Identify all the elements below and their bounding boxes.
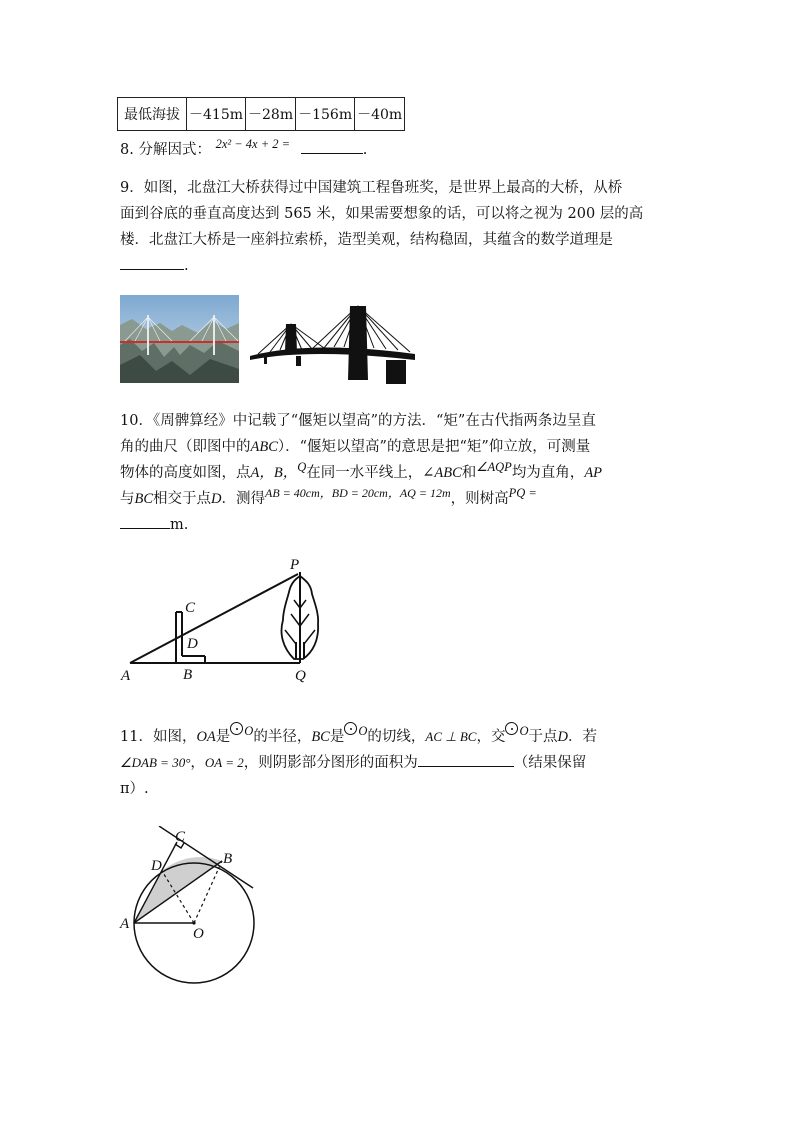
q10-math: ABC xyxy=(434,465,462,481)
q8-number: 8. xyxy=(120,142,134,158)
q10-math: BC xyxy=(134,491,154,507)
answer-blank xyxy=(418,752,514,767)
label-d: D xyxy=(151,858,162,874)
q11-math: ∠DAB = 30° xyxy=(120,755,191,770)
q10-math: ABC xyxy=(250,439,278,455)
label-c: C xyxy=(185,600,196,616)
q11-text: ，则阴影部分图形的面积为 xyxy=(243,755,418,771)
answer-blank xyxy=(120,514,170,529)
q9-line: 楼．北盘江大桥是一座斜拉索桥，造型美观，结构稳固，其蕴含的数学道理是 xyxy=(120,232,613,248)
q10-line: 10．《周髀算经》中记载了“偃矩以望高”的方法．“矩”在古代指两条边呈直 xyxy=(120,413,596,429)
q11-math: AC ⊥ BC xyxy=(425,729,477,744)
q10-text: 在同一水平线上，∠ xyxy=(306,465,435,481)
q10-text: ）．“偃矩以望高”的意思是把“矩”仰立放，可测量 xyxy=(277,439,591,455)
q10-text: 角的曲尺（即图中的 xyxy=(120,439,251,455)
label-a: A xyxy=(121,668,131,684)
table-cell: －28m xyxy=(246,98,296,131)
q11-text: 的半径， xyxy=(253,729,312,745)
question-10 xyxy=(120,408,680,538)
q8-expression: 2x² − 4x + 2 = xyxy=(215,137,291,151)
q10-math: ∠AQP xyxy=(476,460,512,474)
label-p: P xyxy=(290,557,300,573)
q10-text: 和 xyxy=(461,465,477,481)
q11-math: O xyxy=(244,724,254,738)
circle-dot-icon xyxy=(344,722,357,735)
q11-text: 的切线， xyxy=(367,729,426,745)
q10-text: 均为直角， xyxy=(511,465,585,481)
q10-text: m. xyxy=(170,517,189,533)
table-row xyxy=(118,98,405,131)
q10-text: 物体的高度如图，点 xyxy=(120,465,251,481)
table-cell: －156m xyxy=(296,98,355,131)
q10-math: AB = 40cm，BD = 20cm，AQ = 12m xyxy=(265,486,451,500)
q10-math: AP xyxy=(584,465,603,481)
table-cell: －40m xyxy=(355,98,405,131)
circle-tangent-figure xyxy=(115,826,260,986)
q11-math: O xyxy=(519,724,529,738)
circle-dot-icon xyxy=(230,722,243,735)
q11-text: ， xyxy=(190,755,205,771)
bridge-silhouette xyxy=(250,300,415,388)
q11-text: 是 xyxy=(215,729,231,745)
q11-text: 是 xyxy=(329,729,345,745)
answer-blank xyxy=(301,139,363,154)
q11-math: D xyxy=(557,729,568,745)
q11-math: BC xyxy=(311,729,330,745)
q8-end: . xyxy=(362,142,368,158)
q11-text: ．若 xyxy=(567,729,597,745)
question-8 xyxy=(120,137,367,163)
q10-math: D xyxy=(211,491,222,507)
q10-text: ，则树高 xyxy=(450,491,509,507)
q11-math: O xyxy=(358,724,368,738)
table-header-cell: 最低海拔 xyxy=(118,98,187,131)
q10-text: 与 xyxy=(120,491,135,507)
label-b: B xyxy=(183,667,193,683)
q9-end: . xyxy=(184,258,189,274)
q10-math: Q xyxy=(297,460,307,474)
bridge-photo xyxy=(120,295,239,383)
label-b: B xyxy=(223,851,233,867)
q11-text: 11．如图， xyxy=(120,729,197,745)
label-a: A xyxy=(120,916,130,932)
q10-text: 相交于点 xyxy=(153,491,212,507)
q11-line: π）. xyxy=(120,781,149,797)
q9-line: 9．如图，北盘江大桥获得过中国建筑工程鲁班奖，是世界上最高的大桥，从桥 xyxy=(120,180,623,196)
q10-math: PQ = xyxy=(508,486,537,500)
q10-text: ．测得 xyxy=(221,491,266,507)
q8-text: 分解因式： xyxy=(138,142,211,158)
altitude-table xyxy=(117,97,405,131)
q11-math: OA xyxy=(196,729,216,745)
label-c: C xyxy=(175,829,186,845)
q9-line: 面到谷底的垂直高度达到 565 米，如果需要想象的话，可以将之视为 200 层的高 xyxy=(120,206,644,222)
table-cell: －415m xyxy=(187,98,246,131)
label-d: D xyxy=(187,636,198,652)
similar-triangle-figure xyxy=(115,552,330,687)
q11-math: OA = 2 xyxy=(204,755,244,770)
question-11 xyxy=(120,724,690,802)
q11-text: ，交 xyxy=(476,729,506,745)
q10-math: A，B， xyxy=(250,465,298,481)
label-q: Q xyxy=(295,668,306,684)
q11-text: 于点 xyxy=(528,729,558,745)
answer-blank xyxy=(120,255,184,270)
question-9 xyxy=(120,175,680,279)
circle-dot-icon xyxy=(505,722,518,735)
label-o: O xyxy=(193,926,204,942)
q11-text: （结果保留 xyxy=(513,755,587,771)
